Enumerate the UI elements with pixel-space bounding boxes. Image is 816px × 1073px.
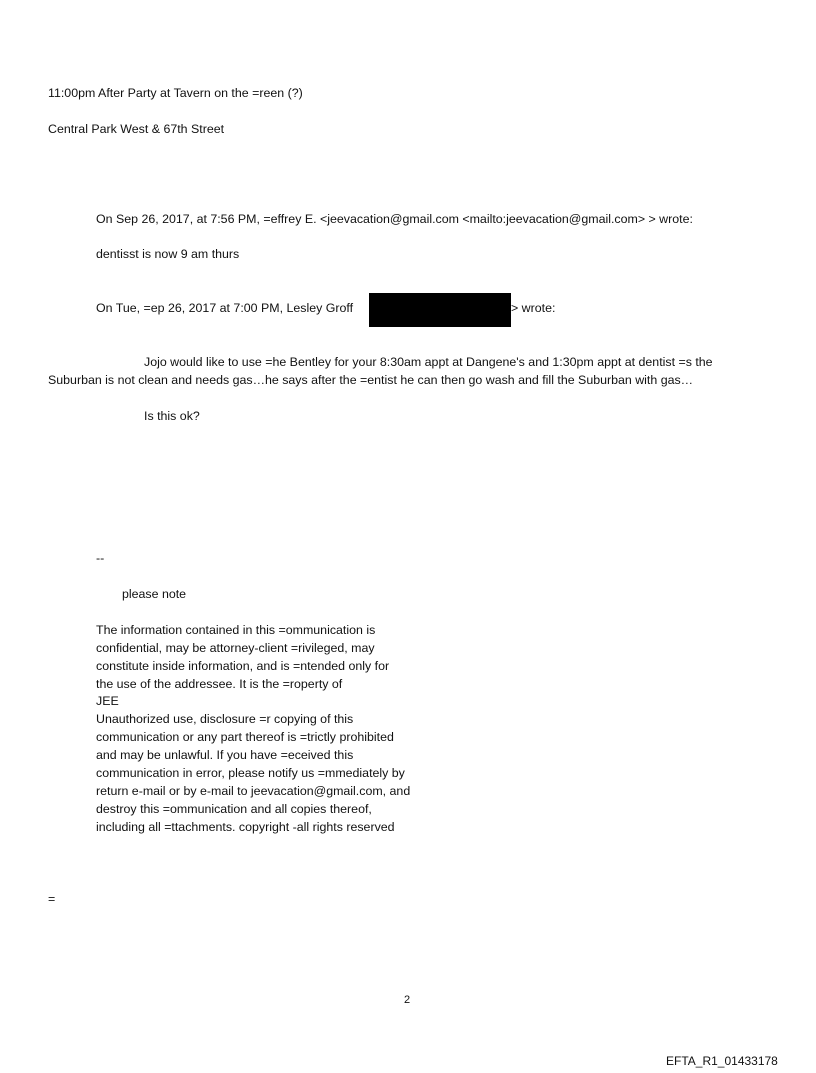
redaction-block bbox=[369, 293, 511, 327]
event-line-1: 11:00pm After Party at Tavern on the =reen (?) bbox=[48, 86, 303, 100]
disclaimer-line: destroy this =ommunication and all copies thereof, bbox=[96, 802, 372, 816]
disclaimer-line: constitute inside information, and is =ntended only for bbox=[96, 659, 390, 673]
disclaimer-line: communication in error, please notify us =mmediately by bbox=[96, 766, 405, 780]
signature-note: please note bbox=[122, 587, 187, 601]
quote1-body: dentisst is now 9 am thurs bbox=[96, 247, 240, 261]
disclaimer-line: the use of the addressee. It is the =roperty of bbox=[96, 677, 343, 691]
event-line-2: Central Park West & 67th Street bbox=[48, 122, 225, 136]
disclaimer-line: The information contained in this =ommunication is bbox=[96, 623, 376, 637]
document-id: EFTA_R1_01433178 bbox=[666, 1054, 778, 1068]
disclaimer-line: confidential, may be attorney-client =rivileged, may bbox=[96, 641, 375, 655]
disclaimer-line: communication or any part thereof is =trictly prohibited bbox=[96, 730, 394, 744]
quote1-header: On Sep 26, 2017, at 7:56 PM, =effrey E. <jeevacation@gmail.com <mailto:jeevacation@gmail.com> > wrote: bbox=[96, 212, 693, 226]
quote2-body-line-1: Jojo would like to use =he Bentley for your 8:30am appt at Dangene's and 1:30pm appt at dentist =s the bbox=[144, 355, 713, 369]
quote2-header-after: > wrote: bbox=[511, 301, 556, 315]
signature-dashes: -- bbox=[96, 551, 105, 565]
page-number: 2 bbox=[404, 994, 411, 1006]
disclaimer-line: return e-mail or by e-mail to jeevacation@gmail.com, and bbox=[96, 784, 411, 798]
quote2-header-before: On Tue, =ep 26, 2017 at 7:00 PM, Lesley Groff bbox=[96, 301, 354, 315]
trailing-equals: = bbox=[48, 892, 56, 906]
disclaimer-line: JEE bbox=[96, 694, 119, 708]
disclaimer-line: Unauthorized use, disclosure =r copying of this bbox=[96, 712, 354, 726]
disclaimer-line: including all =ttachments. copyright -all rights reserved bbox=[96, 820, 395, 834]
quote2-question: Is this ok? bbox=[144, 409, 200, 423]
quote2-body-line-2: Suburban is not clean and needs gas…he says after the =entist he can then go wash and fill the Suburban with gas… bbox=[48, 373, 694, 387]
disclaimer-line: and may be unlawful. If you have =eceived this bbox=[96, 748, 354, 762]
